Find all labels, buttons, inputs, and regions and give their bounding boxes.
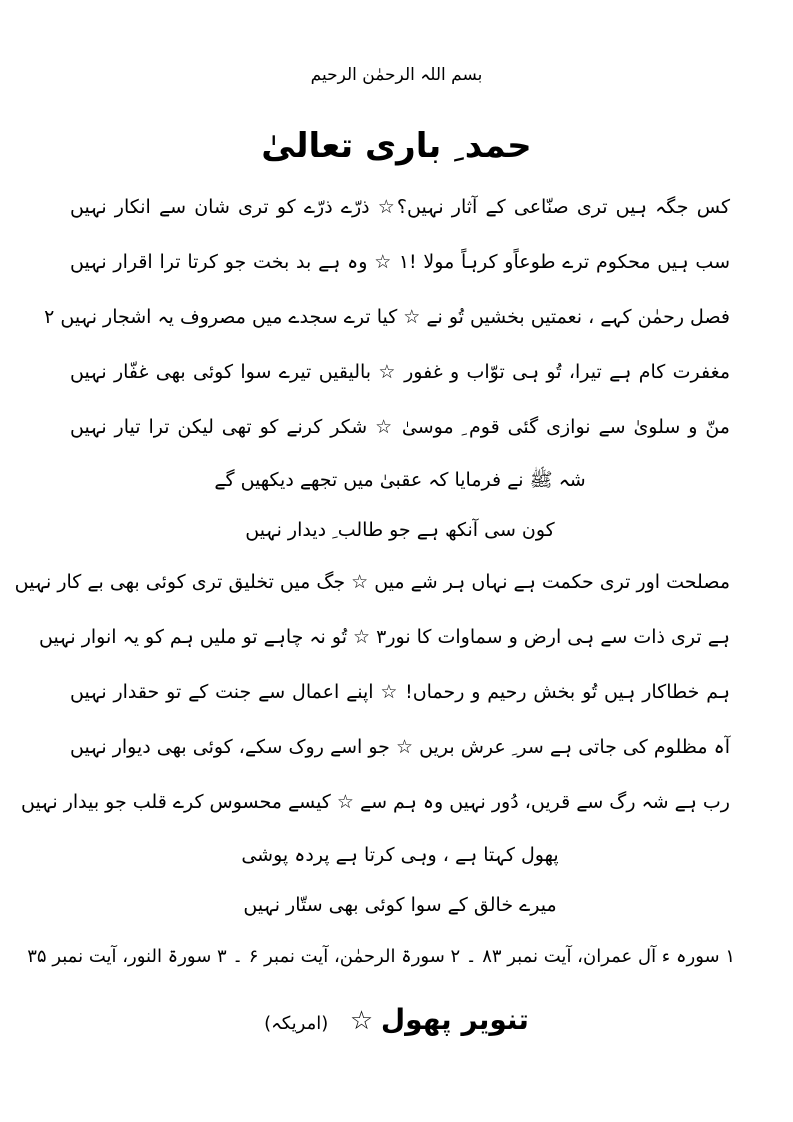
- author-location: (امریکہ): [264, 1013, 329, 1034]
- poem-line: مغفرت کام ہے تیرا، تُو ہی توّاب و غفور ☆ بالیقیں تیرے سوا کوئی بھی غفّار نہیں: [70, 361, 730, 383]
- poem-line: کون سی آنکھ ہے جو طالب ِ دیدار نہیں: [245, 519, 555, 541]
- poem-body: [14, 180, 730, 930]
- poem-line: شہ ﷺ نے فرمایا کہ عقبیٰ میں تجھے دیکھیں گے: [214, 469, 586, 491]
- footnotes: ۱ سورہ ء آل عمران، آیت نمبر ۸۳ ۔ ۲ سورۃ الرحمٰن، آیت نمبر ۶ ۔ ۳ سورۃ النور، آیت نمبر ۳۵: [27, 946, 735, 967]
- poem-line: منّ و سلویٰ سے نوازی گئی قوم ِ موسیٰ ☆ شکر کرنے کو تھی لیکن ترا تیار نہیں: [70, 416, 730, 438]
- poem-line: سب ہیں محکوم ترے طوعاًو کرہاً مولا !۱ ☆ وہ ہے بد بخت جو کرتا ترا اقرار نہیں: [70, 251, 730, 273]
- poem-line: پھول کہتا ہے ، وہی کرتا ہے پردہ پوشی: [241, 844, 559, 866]
- poem-line: آہ مظلوم کی جاتی ہے سر ِ عرش بریں ☆ جو اسے روک سکے، کوئی بھی دیوار نہیں: [70, 736, 730, 758]
- poem-line: مصلحت اور تری حکمت ہے نہاں ہر شے میں ☆ جگ میں تخلیق تری کوئی بھی بے کار نہیں: [14, 571, 730, 593]
- author-name: تنویر پھول: [380, 1003, 529, 1036]
- star-icon: ☆: [349, 1006, 374, 1036]
- poem-line: ہم خطاکار ہیں تُو بخش رحیم و رحماں! ☆ اپنے اعمال سے جنت کے تو حقدار نہیں: [70, 681, 730, 703]
- signature: [0, 995, 793, 1049]
- bismillah-heading: بسم اللہ الرحمٰن الرحیم: [310, 65, 483, 85]
- poem-line: فصل رحمٰن کہے ، نعمتیں بخشیں تُو نے ☆ کیا ترے سجدے میں مصروف یہ اشجار نہیں ۲: [44, 306, 730, 328]
- poem-line: ہے تری ذات سے ہی ارض و سماوات کا نور۳ ☆ تُو نہ چاہے تو ملیں ہم کو یہ انوار نہیں: [39, 626, 730, 648]
- poem-line: کس جگہ ہیں تری صنّاعی کے آثار نہیں؟☆ ذرّے ذرّے کو تری شان سے انکار نہیں: [70, 196, 730, 218]
- poem-line: میرے خالق کے سوا کوئی بھی ستّار نہیں: [243, 894, 557, 916]
- page-title: حمد ِ باری تعالیٰ: [261, 126, 532, 166]
- poem-line: رب ہے شہ رگ سے قریں، دُور نہیں وہ ہم سے ☆ کیسے محسوس کرے قلب جو بیدار نہیں: [21, 791, 730, 813]
